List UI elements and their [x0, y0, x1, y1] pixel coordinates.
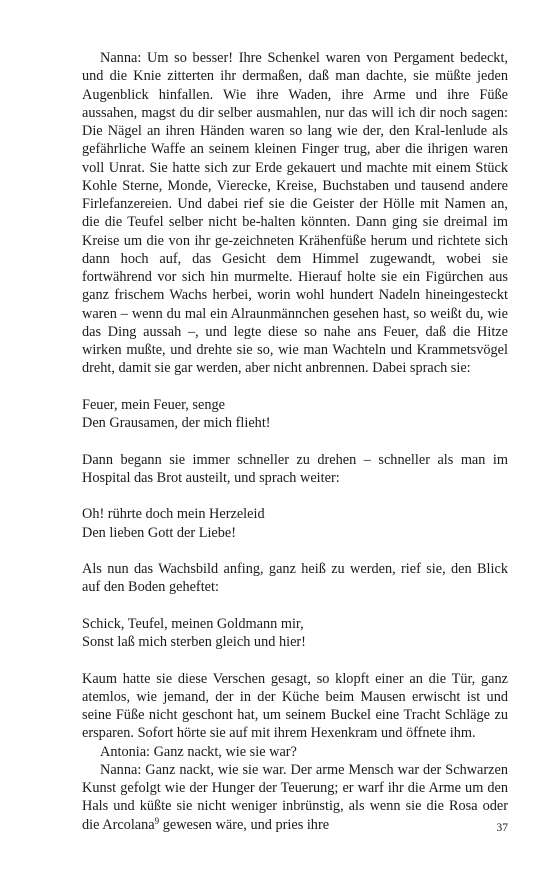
verse-line: Sonst laß mich sterben gleich und hier! — [82, 634, 306, 650]
paragraph-wax-image: Als nun das Wachsbild anfing, ganz heiß zu werden, rief sie, den Blick auf den Boden geheftet: — [82, 561, 508, 596]
verse-heartache — [82, 505, 508, 542]
paragraph-nanna-description: Nanna: Um so besser! Ihre Schenkel waren von Pergament bedeckt, und die Knie zitterten ihr dermaßen, daß man dachte, sie müßte jeden Augenblick hinfallen. Wie ihre Waden, ihre Arme und ihre Füße aussahen, magst du dir selber ausmahlen, nur das will ich dir noch sagen: Die Nägel an ihren Händen waren so lang wie der, den Kral-lenlude als gefährliche Waffe an seinem kleinen Finger trug, aber die ihrigen waren voll Unrat. Sie hatte sich zur Erde gekauert und machte mit einem Stück Kohle Sterne, Monde, Vierecke, Kreise, Buchstaben und tausend andere Firlefanzereien. Und dabei rief sie die Geister der Hölle mit Namen an, die die Teufel selber nicht be-halten könnten. Dann ging sie dreimal im Kreise um die von ihr ge-zeichneten Krähenfüße herum und richtete sich dann hoch auf, das Gesicht dem Himmel zugewandt, wobei sie fortwährend vor sich hin murmelte. Hierauf holte sie ein Figürchen aus ganz frischem Wachs herbei, worin wohl hundert Nadeln hineingesteckt waren – wenn du mal ein Alraunmännchen gesehen hast, so weißt du, wie das Ding aussah –, und legte diese so nahe ans Feuer, daß die Hitze wirken mußte, und drehte sie so, wie man Wachteln und Krammetsvögel dreht, damit sie gar werden, aber nicht anbrennen. Dabei sprach sie: — [82, 50, 508, 377]
spacer — [82, 487, 508, 505]
spacer — [82, 378, 508, 396]
verse-line: Oh! rührte doch mein Herzeleid — [82, 506, 265, 523]
verse-fire — [82, 396, 508, 433]
verse-line: Feuer, mein Feuer, senge — [82, 396, 225, 413]
spacer — [82, 542, 508, 560]
verse-line: Schick, Teufel, meinen Goldmann mir, — [82, 615, 304, 632]
spacer — [82, 597, 508, 615]
verse-devil — [82, 615, 508, 652]
paragraph-nanna-reply — [82, 761, 508, 834]
paragraph-turning: Dann begann sie immer schneller zu drehen – schneller als man im Hospital das Brot austeilt, und sprach weiter: — [82, 451, 508, 486]
footnote-marker: 9 — [154, 815, 160, 826]
verse-line: Den lieben Gott der Liebe! — [82, 524, 237, 541]
spacer — [82, 432, 508, 450]
paragraph-text: gewesen wäre, und pries ihre — [159, 816, 330, 833]
paragraph-text: Nanna: Ganz nackt, wie sie war. Der arme Mensch war der Schwarzen Kunst gefolgt wie der Hunger der Teuerung; er warf ihr die Arme um den Hals und küßte sie nicht weniger inbrünstig, als wenn sie die Rosa oder die Arcolana — [82, 761, 508, 833]
verse-line: Den Grausamen, der mich flieht! — [82, 415, 271, 431]
page-number: 37 — [496, 822, 508, 834]
page-body — [82, 49, 508, 834]
spacer — [82, 651, 508, 669]
paragraph-knock: Kaum hatte sie diese Verschen gesagt, so klopft einer an die Tür, ganz atemlos, wie jemand, der in der Küche beim Mausen erwischt ist und seine Füße nicht geschont hat, um seinem Buckel eine Tracht Schläge zu ersparen. Sofort hörte sie auf mit ihrem Hexenkram und öffnete ihm. — [82, 670, 508, 742]
paragraph-antonia: Antonia: Ganz nackt, wie sie war? — [100, 743, 297, 760]
